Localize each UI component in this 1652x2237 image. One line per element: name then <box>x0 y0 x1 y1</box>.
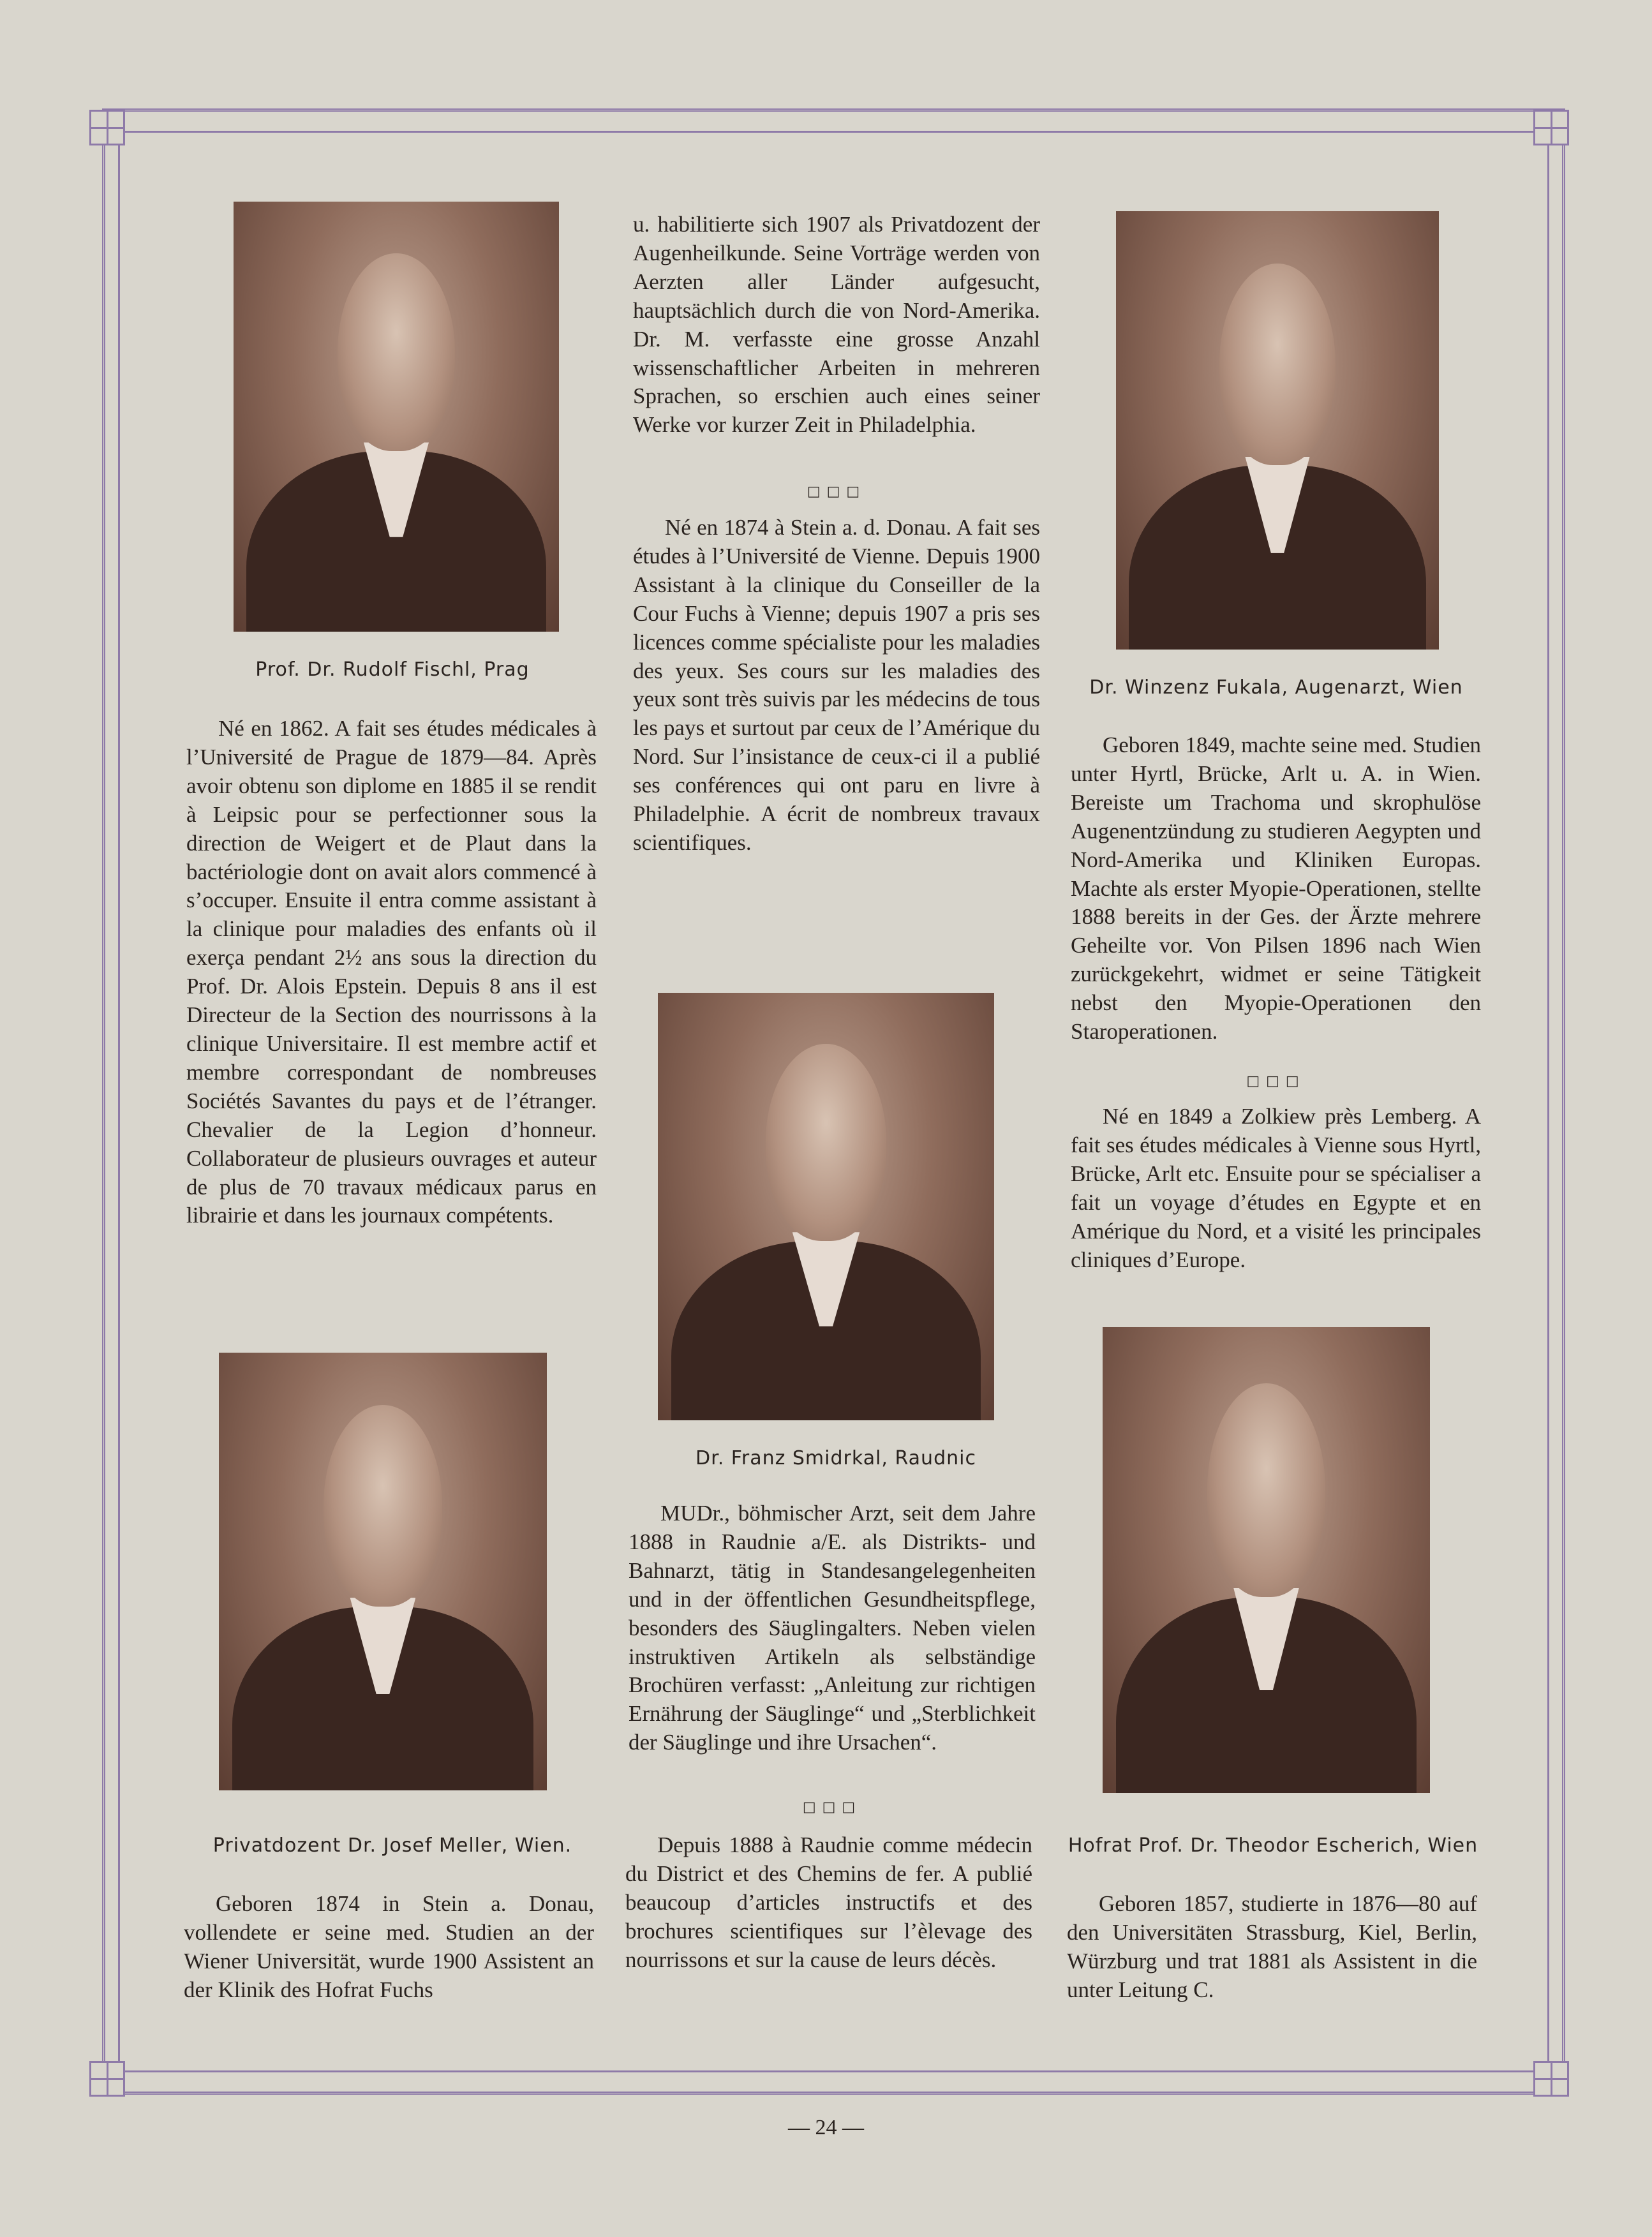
text-meller-french: Né en 1874 à Stein a. d. Donau. A fait ses études à l’Université de Vienne. Depuis 1900 Assistant à la clinique du Conseiller de la Cour Fuchs à Vienne; depuis 1907 a pris ses licences comme spécialiste pour les maladies des yeux. Ses cours sur les maladies des yeux sont très suivis par les médecins de tous les pays et surtout par ceux de l’Amérique du Nord. Sur l’insistance de ceux-ci il a publié ses conférences qui ont paru en livre à Philadelphie. A écrit de nombreux travaux scientifiques. <box>633 515 1040 855</box>
portrait-escherich <box>1103 1327 1430 1793</box>
caption-fukala: Dr. Winzenz Fukala, Augenarzt, Wien <box>1089 676 1463 699</box>
corner-ornament-bottom-right <box>1533 2061 1569 2097</box>
text-fukala: Geboren 1849, machte seine med. Studien unter Hyrtl, Brücke, Arlt u. A. in Wien. Bereiste um Trachoma und skrophulöse Augenentzündung zu studieren Aegypten und Nord-Amerika und Kliniken Europas. Machte als erster Myopie-Operationen, stellte 1888 bereits in der Ges. der Ärzte mehrere Geheilte vor. Von Pilsen 1896 nach Wien zurückgekehrt, widmet er seine Tätigkeit nebst den Myopie-Operationen den Staroperationen. <box>1071 732 1481 1044</box>
text-fischl: Né en 1862. A fait ses études médicales à l’Université de Prague de 1879—84. Après avoir obtenu son diplome en 1885 il se rendit à Leipsic pour se perfectionner sous la direction de Weigert et de Plaut dans la bactériologie dont on avait alors commencé à s’occuper. Ensuite il entra comme assistant à la clinique pour maladies des enfants où il exerça pendant 2½ ans sous la direction du Prof. Dr. Alois Epstein. Depuis 8 ans il est Directeur de la Section des nourrissons à la clinique Universitaire. Il est membre actif et membre correspondant de nombreuses Sociétés Savantes du pays et de l’étranger. Chevalier de la Legion d’honneur. Collaborateur de plusieurs ouvrages et auteur de plus de 70 travaux médicaux parus en librairie et dans les journaux compétents. <box>186 716 597 1228</box>
text-escherich: Geboren 1857, studierte in 1876—80 auf den Universitäten Strassburg, Kiel, Berlin, Würzburg und trat 1881 als Assistent in die unter Leitung C. <box>1067 1891 1477 2002</box>
caption-meller: Privatdozent Dr. Josef Meller, Wien. <box>212 1834 572 1857</box>
text-fukala-french: Né en 1849 a Zolkiew près Lemberg. A fait ses études médicales à Vienne sous Hyrtl, Brücke, Arlt etc. Ensuite pour se spécialiser a fait un voyage d’études en Egypte et en Amérique du Nord, et a visité les principales cliniques d’Europe. <box>1071 1104 1481 1272</box>
portrait-meller <box>219 1353 547 1790</box>
corner-ornament-top-right <box>1533 110 1569 145</box>
page-number: — 24 — <box>788 2116 864 2139</box>
separator-3: □□□ <box>802 1799 862 1815</box>
caption-fischl: Prof. Dr. Rudolf Fischl, Prag <box>255 658 530 681</box>
caption-smidrkal: Dr. Franz Smidrkal, Raudnic <box>696 1447 976 1469</box>
text-meller: Geboren 1874 in Stein a. Donau, vollendete er seine med. Studien an der Wiener Universität, wurde 1900 Assistent an der Klinik des Hofrat Fuchs <box>184 1891 594 2002</box>
separator-1: □□□ <box>807 484 867 500</box>
caption-escherich: Hofrat Prof. Dr. Theodor Escherich, Wien <box>1068 1834 1478 1857</box>
portrait-fischl <box>234 202 559 632</box>
portrait-smidrkal <box>658 993 994 1420</box>
corner-ornament-top-left <box>89 110 125 145</box>
text-smidrkal-french: Depuis 1888 à Raudnie comme médecin du District et des Chemins de fer. A publié beaucoup d’articles instructifs et des brochures scientifiques sur l’èlevage des nourrissons et sur la cause de leurs décès. <box>625 1832 1032 1972</box>
separator-2: □□□ <box>1246 1073 1306 1089</box>
corner-ornament-bottom-left <box>89 2061 125 2097</box>
text-meller-continued: u. habilitierte sich 1907 als Privatdozent der Augenheilkunde. Seine Vorträge werden von Aerzten aller Länder aufgesucht, hauptsächlich durch die von Nord-Amerika. Dr. M. verfasste eine grosse Anzahl wissenschaftlicher Arbeiten in mehreren Sprachen, so erschien auch eines seiner Werke vor kurzer Zeit in Philadelphia. <box>633 212 1040 438</box>
portrait-fukala <box>1116 211 1439 650</box>
text-smidrkal: MUDr., böhmischer Arzt, seit dem Jahre 1888 in Raudnie a/E. als Distrikts- und Bahnarzt, tätig in Standesangelegenheiten und in der öffentlichen Gesundheitspflege, besonders des Säuglingalters. Neben vielen instruktiven Artikeln als selbständige Brochüren verfasst: „Anleitung zur richtigen Ernährung der Säuglinge“ und „Sterblichkeit der Säuglinge und ihre Ursachen“. <box>629 1501 1036 1755</box>
